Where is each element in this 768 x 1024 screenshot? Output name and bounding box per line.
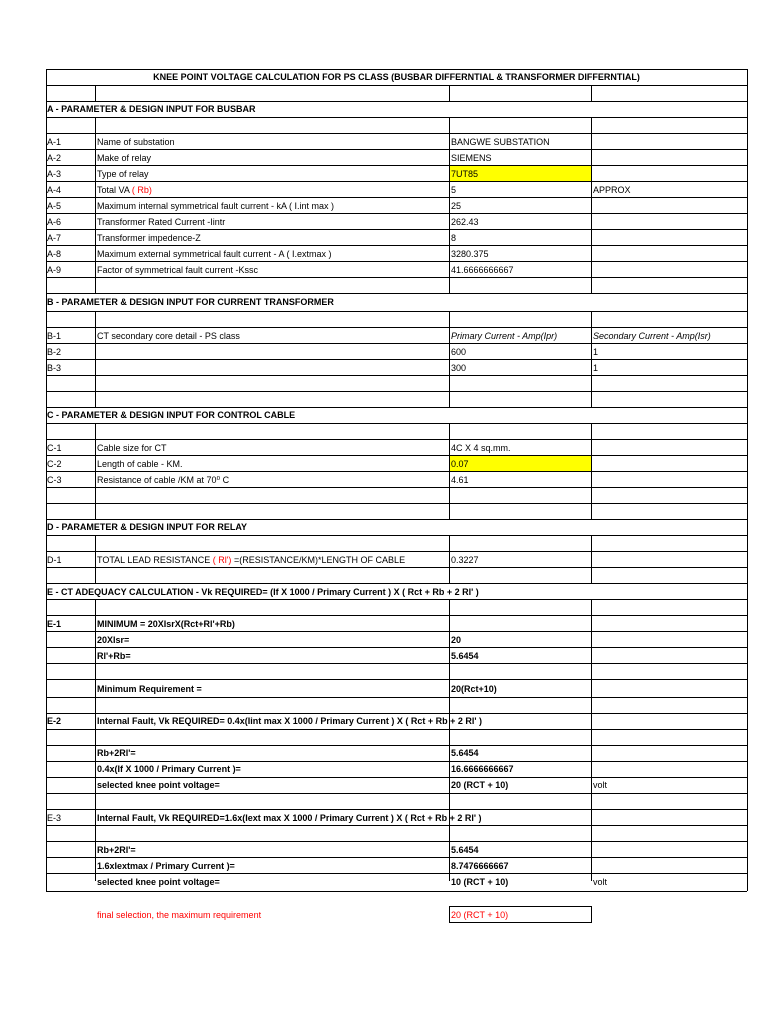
row-label: 0.4x(If X 1000 / Primary Current )= (97, 764, 241, 774)
row-label: Rb+2Rl'= (97, 845, 136, 855)
row-label: Minimum Requirement = (97, 684, 202, 694)
highlight-cable-length (449, 455, 591, 471)
row-value: BANGWE SUBSTATION (451, 137, 550, 147)
row-label: Maximum external symmetrical fault current - A ( I.extmax ) (97, 249, 332, 259)
row-id: A-3 (47, 169, 62, 179)
row-label: CT secondary core detail - PS class (97, 331, 240, 341)
row-id: A-1 (47, 137, 62, 147)
row-label: Factor of symmetrical fault current -Kssc (97, 265, 259, 275)
row-id: C-2 (47, 459, 62, 469)
row-value: 4.61 (451, 475, 469, 485)
row-unit: volt (593, 780, 608, 790)
row-value: 0.3227 (451, 555, 479, 565)
formula: Internal Fault, Vk REQUIRED=1.6x(Iext max X 1000 / Primary Current ) X ( Rct + Rb + 2 Rl' ) (97, 813, 482, 823)
row-value: 20 (451, 635, 462, 645)
row-value: 10 (RCT + 10) (451, 877, 509, 887)
row-id: E-2 (47, 716, 62, 726)
formula: MINIMUM = 20XIsrX(Rct+Rl'+Rb) (97, 619, 235, 629)
row-value: 41.6666666667 (451, 265, 514, 275)
row-value: 5.6454 (451, 845, 479, 855)
row-label: 1.6xIextmax / Primary Current )= (97, 861, 235, 871)
row-id: C-3 (47, 475, 62, 485)
formula: Internal Fault, Vk REQUIRED= 0.4x(Iint max X 1000 / Primary Current ) X ( Rct + Rb + 2 Rl' ) (97, 716, 483, 726)
row-value: 20 (RCT + 10) (451, 780, 509, 790)
row-note: 1 (593, 363, 599, 373)
row-value: 20(Rct+10) (451, 684, 497, 694)
row-label: selected knee point voltage= (97, 780, 220, 790)
row-id: E-3 (47, 813, 62, 823)
row-label: Make of relay (97, 153, 152, 163)
row-value: 7UT85 (451, 169, 479, 179)
section-a-heading: A - PARAMETER & DESIGN INPUT FOR BUSBAR (47, 104, 256, 114)
section-b-heading: B - PARAMETER & DESIGN INPUT FOR CURRENT TRANSFORMER (47, 297, 334, 307)
row-value: SIEMENS (451, 153, 492, 163)
row-value: 0.07 (451, 459, 469, 469)
row-id: B-3 (47, 363, 62, 373)
row-value: 8.7476666667 (451, 861, 509, 871)
row-label (97, 185, 152, 195)
row-id: A-4 (47, 185, 62, 195)
row-id: A-8 (47, 249, 62, 259)
row-value: 600 (451, 347, 467, 357)
row-id: D-1 (47, 555, 62, 565)
row-id: A-7 (47, 233, 62, 243)
row-note: APPROX (593, 185, 631, 195)
row-label: Cable size for CT (97, 443, 167, 453)
row-label: Maximum internal symmetrical fault current - kA ( I.int max ) (97, 201, 335, 211)
row-label: selected knee point voltage= (97, 877, 220, 887)
row-label: Transformer Rated Current -Iintr (97, 217, 226, 227)
row-id: C-1 (47, 443, 62, 453)
row-value: 3280.375 (451, 249, 489, 259)
row-label: Transformer impedence-Z (97, 233, 201, 243)
row-label: Rl'+Rb= (97, 651, 131, 661)
final-selection-value: 20 (RCT + 10) (451, 910, 509, 920)
column-header-primary: Primary Current - Amp(Ipr) (451, 331, 558, 341)
label-text: TOTAL LEAD RESISTANCE (97, 555, 211, 565)
row-label: Type of relay (97, 169, 149, 179)
page-title: KNEE POINT VOLTAGE CALCULATION FOR PS CLASS (BUSBAR DIFFERNTIAL & TRANSFORMER DIFFERNTIAL) (153, 72, 640, 82)
row-id: B-1 (47, 331, 62, 341)
row-label: Rb+2Rl'= (97, 748, 136, 758)
row-id: A-2 (47, 153, 62, 163)
row-label: Length of cable - KM. (97, 459, 183, 469)
row-value: 5.6454 (451, 748, 479, 758)
row-label: Name of substation (97, 137, 175, 147)
row-id: B-2 (47, 347, 62, 357)
section-e-heading: E - CT ADEQUACY CALCULATION - Vk REQUIRED= (If X 1000 / Primary Current ) X ( Rct + Rb + 2 Rl' ) (47, 587, 479, 597)
row-value: 8 (451, 233, 457, 243)
section-d-heading: D - PARAMETER & DESIGN INPUT FOR RELAY (47, 522, 248, 532)
row-label: 20XIsr= (97, 635, 130, 645)
row-value: 5 (451, 185, 457, 195)
row-value: 262.43 (451, 217, 479, 227)
row-value: 4C X 4 sq.mm. (451, 443, 511, 453)
row-value: 16.6666666667 (451, 764, 514, 774)
row-id: E-1 (47, 619, 62, 629)
row-value: 25 (451, 201, 462, 211)
row-note: 1 (593, 347, 599, 357)
row-value: 5.6454 (451, 651, 479, 661)
label-red-text: ( Rb) (131, 185, 152, 195)
row-label (97, 555, 405, 565)
row-id: A-9 (47, 265, 62, 275)
row-id: A-6 (47, 217, 62, 227)
row-unit: volt (593, 877, 608, 887)
final-selection-label: final selection, the maximum requirement (97, 910, 262, 920)
label-text: Total VA (97, 185, 130, 195)
row-label: Resistance of cable /KM at 70⁰ C (97, 475, 230, 485)
label-red-text: ( Rl') (212, 555, 232, 565)
row-id: A-5 (47, 201, 62, 211)
section-c-heading: C - PARAMETER & DESIGN INPUT FOR CONTROL CABLE (47, 410, 296, 420)
row-value: 300 (451, 363, 467, 373)
label-formula-text: =(RESISTANCE/KM)*LENGTH OF CABLE (233, 555, 406, 565)
column-header-secondary: Secondary Current - Amp(Isr) (593, 331, 711, 341)
